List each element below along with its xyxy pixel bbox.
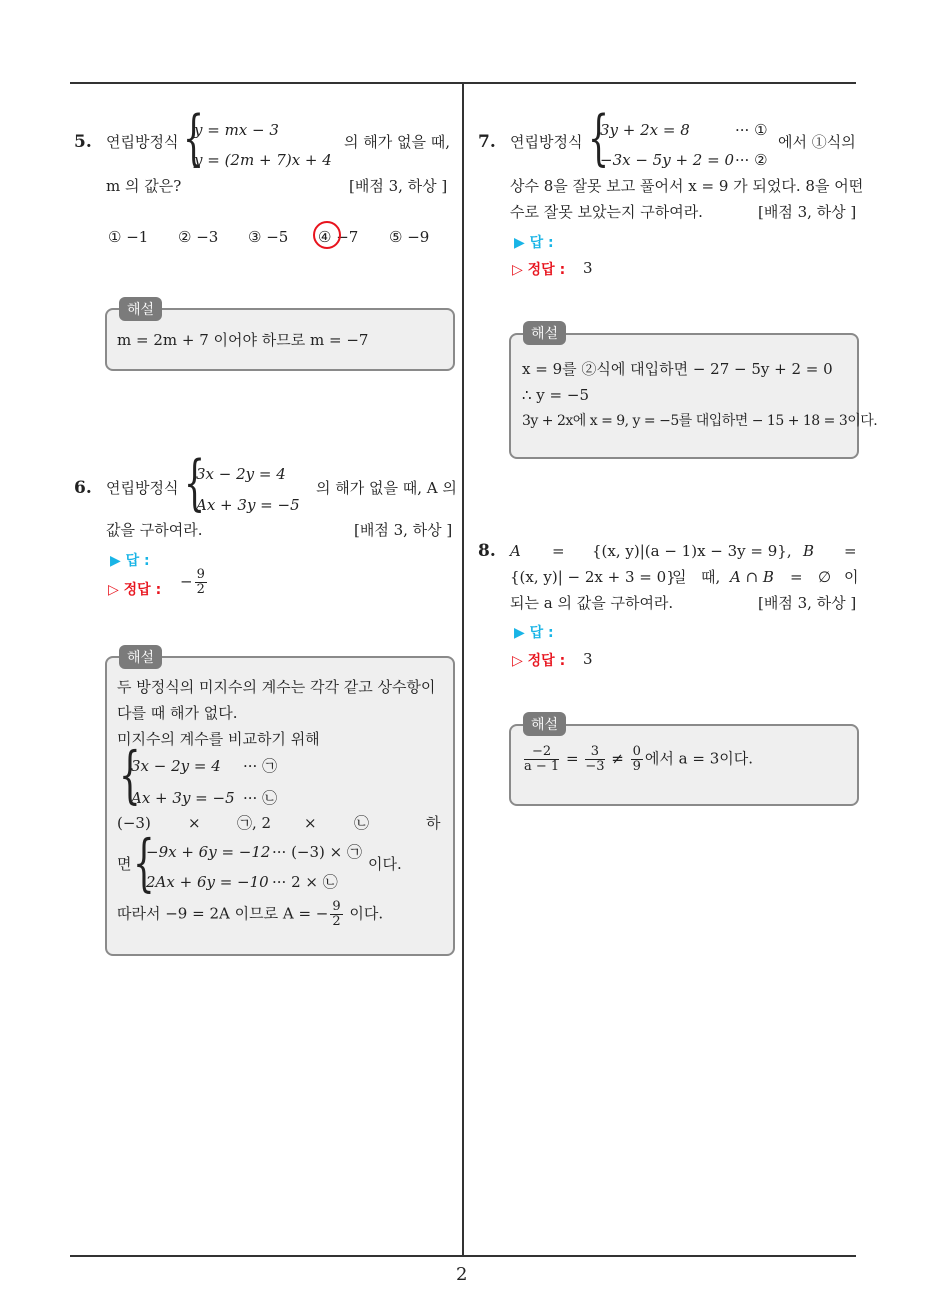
q5-eq2: y = (2m + 7)x + 4 [194,151,332,169]
q5-choice-1[interactable]: ① −1 [108,228,149,246]
q8-line3: 되는 a 의 값을 구하여라. [510,594,674,612]
q7-tail: 에서 ①식의 [778,133,856,151]
q8-frac1 [524,745,559,774]
q6-score: [배점 3, 하상 ] [354,521,453,539]
q5-line2: m 의 값은? [106,177,182,195]
q6-sys2b: 2Ax + 6y = −10 [146,873,269,891]
q6-last-den: 2 [332,914,341,929]
q6-last-pre: 따라서 −9 = 2A 이므로 A = − [117,904,329,923]
q6-mult-a: (−3) [117,814,151,832]
q8-l2-b: 일 [672,568,687,586]
q6-sys1b-tag: ··· ㉡ [243,789,278,807]
q7-expl-line1: x = 9를 ②식에 대입하면 − 27 − 5y + 2 = 0 [522,360,833,378]
q6-last-fraction [330,900,342,929]
q8-frac1-den: a − 1 [524,759,560,774]
q8-frac2-num: 3 [585,745,604,760]
q6-mult-c: ㉠, 2 [237,814,272,832]
q8-correct-value: 3 [583,650,593,668]
q8-l1-c: {(x, y)|(a − 1)x − 3y = 9}, [592,542,792,560]
q8-frac2 [585,745,604,774]
q5-choice-2[interactable]: ② −3 [178,228,219,246]
q5-eq1: y = mx − 3 [194,121,279,139]
q8-l2-a: {(x, y)| − 2x + 3 = 0} [510,568,676,586]
page-number: 2 [456,1264,468,1285]
q7-expl-line2: ∴ y = −5 [522,386,590,404]
q8-l2-c: 때, [701,568,721,586]
q7-line2: 상수 8을 잘못 보고 풀어서 x = 9 가 되었다. 8을 어떤 [510,177,864,195]
q6-expl-line1: 두 방정식의 미지수의 계수는 각각 같고 상수항이 [117,678,436,696]
q5-choice-5[interactable]: ⑤ −9 [389,228,430,246]
q8-l1-b: = [552,542,565,560]
q6-eq1: 3x − 2y = 4 [196,465,286,483]
q5-number: 5. [74,132,92,152]
q6-sys2b-tag: ··· 2 × ㉡ [272,873,338,891]
q6-sys2a: −9x + 6y = −12 [146,843,271,861]
q6-expl-line2: 다를 때 해가 없다. [117,704,238,722]
q6-last-post: 이다. [349,904,384,923]
q6-intro: 연립방정식 [106,479,179,497]
q6-last-num: 9 [332,899,341,914]
q8-number: 8. [478,541,496,561]
q6-mult-f: 하 [426,814,441,832]
q8-l2-g: 이 [844,568,859,586]
q8-frac1-num: −2 [524,745,559,760]
q6-explanation-tag: 해설 [119,645,162,669]
q6-correct-label: ▷ 정답 : [108,582,162,598]
q7-answer-label: ▶ 답 : [514,235,554,251]
q7-intro: 연립방정식 [510,133,583,151]
q6-number: 6. [74,478,92,498]
q5-choice-4[interactable]: ④ −7 [318,228,359,246]
q6-expl-brace1: { [119,738,141,811]
q6-tail: 의 해가 없을 때, A 의 [316,479,457,497]
q6-correct-num: 9 [196,567,205,582]
q5-choice-3[interactable]: ③ −5 [248,228,289,246]
q8-correct-label: ▷ 정답 : [512,653,566,669]
q7-brace: { [588,103,610,173]
q8-answer-label: ▶ 답 : [514,625,554,641]
q6-sys2a-tag: ··· (−3) × ㉠ [272,843,362,861]
q6-mult-e: ㉡ [354,814,370,832]
q5-explanation-tag: 해설 [119,297,162,321]
q6-expl-last [117,900,383,929]
q6-expl-line3: 미지수의 계수를 비교하기 위해 [117,730,320,748]
q8-l1-e: = [844,542,857,560]
q7-score: [배점 3, 하상 ] [758,203,857,221]
q8-neq-sign: ≠ [611,749,624,768]
q6-correct-fraction [195,568,207,597]
q6-correct-sign: − [180,572,193,591]
q8-explanation-tag: 해설 [523,712,566,736]
q7-eq1-tag: ··· ① [735,121,768,139]
q7-correct-value: 3 [583,259,593,277]
q5-explanation-text: m = 2m + 7 이어야 하므로 m = −7 [117,331,369,349]
q8-l2-f: ∅ [818,568,832,586]
q5-intro: 연립방정식 [106,133,179,151]
q8-eq-sign: = [565,749,579,768]
q8-l1-d: B [803,542,815,560]
q6-mult-g: 면 [117,855,132,873]
q6-sys1a-tag: ··· ㉠ [243,757,278,775]
q8-score: [배점 3, 하상 ] [758,594,857,612]
q6-sys1a: 3x − 2y = 4 [131,757,221,775]
q7-eq2-tag: ··· ② [735,151,768,169]
q6-mult-b: × [188,814,201,832]
q6-expl-brace2: { [133,826,155,899]
q8-expl-line [522,745,753,774]
q8-frac3 [631,745,643,774]
q6-sys1b: Ax + 3y = −5 [131,789,235,807]
q8-l2-d: A ∩ B [730,568,774,586]
q8-expl-tail: 에서 a = 3이다. [644,749,754,768]
q7-explanation-tag: 해설 [523,321,566,345]
q7-correct-label: ▷ 정답 : [512,262,566,278]
q6-line2: 값을 구하여라. [106,521,203,539]
q5-brace: { [183,103,205,173]
q6-mult-d: × [304,814,317,832]
q7-eq2: −3x − 5y + 2 = 0 [600,151,734,169]
q8-frac3-num: 0 [632,744,641,759]
q7-eq1: 3y + 2x = 8 [600,121,690,139]
q5-score: [배점 3, 하상 ] [349,177,448,195]
q6-sys2-tail: 이다. [368,855,402,873]
q7-number: 7. [478,132,496,152]
q6-answer-label: ▶ 답 : [110,553,150,569]
q6-correct-den: 2 [196,582,205,597]
q6-eq2: Ax + 3y = −5 [196,496,300,514]
q8-l1-a: A [510,542,521,560]
q8-frac2-den: −3 [585,759,605,774]
q7-expl-line3: 3y + 2x에 x = 9, y = −5를 대입하면 − 15 + 18 = 3이다. [522,413,878,429]
q8-frac3-den: 9 [632,759,641,774]
q6-correct-answer [180,568,209,597]
q5-selected-circle [313,221,341,249]
q7-line3: 수로 잘못 보았는지 구하여라. [510,203,703,221]
q8-l2-e: = [790,568,803,586]
q6-brace: { [184,448,206,518]
q5-tail: 의 해가 없을 때, [344,133,451,151]
column-divider [462,82,464,1256]
